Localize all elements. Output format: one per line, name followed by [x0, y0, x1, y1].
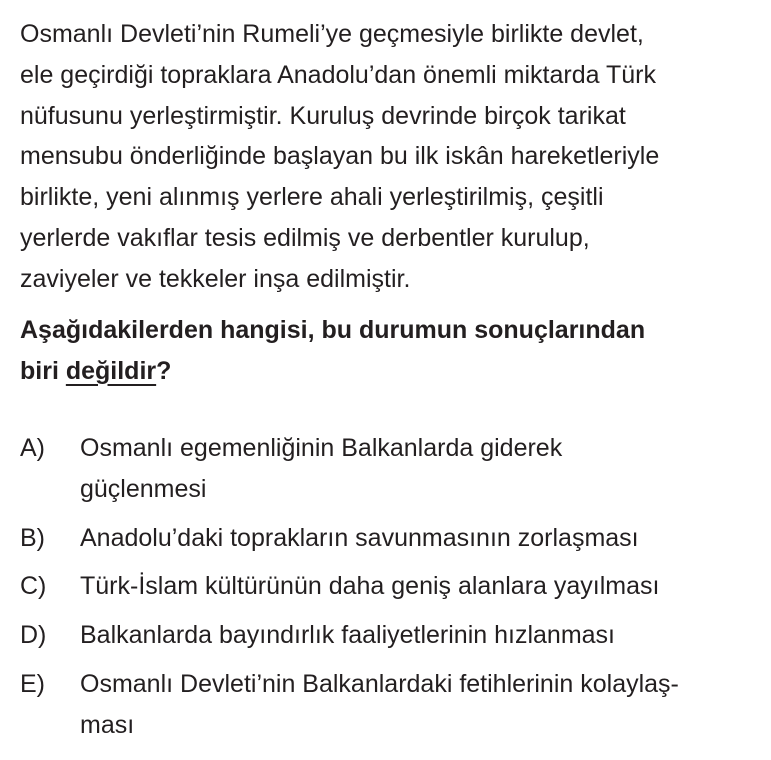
option-b[interactable]: [20, 518, 760, 559]
option-line: Balkanlarda bayındırlık faaliyetlerinin hızlanması: [80, 621, 615, 650]
question-mark: ?: [156, 356, 172, 385]
passage-text: [20, 14, 760, 300]
option-line: güçlenmesi: [80, 474, 207, 503]
option-text: [80, 518, 760, 559]
option-a[interactable]: [20, 428, 760, 510]
option-letter: E): [20, 669, 45, 698]
passage-line: birlikte, yeni alınmış yerlere ahali yerleştirilmiş, çeşitli: [20, 183, 604, 212]
option-text: [80, 664, 760, 746]
option-letter: B): [20, 523, 45, 552]
option-c[interactable]: [20, 566, 760, 607]
option-letter: C): [20, 572, 47, 601]
option-text: [80, 566, 760, 607]
negation-emphasis: değildir: [65, 356, 157, 385]
passage-line: nüfusunu yerleştirmiştir. Kuruluş devrinde birçok tarikat: [20, 101, 626, 130]
option-line: Türk-İslam kültürünün daha geniş alanlara yayılması: [80, 572, 660, 601]
option-e[interactable]: [20, 664, 760, 746]
option-text: [80, 615, 760, 656]
option-letter: A): [20, 434, 45, 462]
question-stem: [20, 310, 760, 392]
question-prefix: biri: [20, 356, 66, 385]
option-line: Osmanlı Devleti’nin Balkanlardaki fetihlerinin kolaylaş-: [80, 669, 679, 698]
passage-line: mensubu önderliğinde başlayan bu ilk iskân hareketleriyle: [20, 142, 660, 171]
question-line: [20, 351, 760, 392]
passage-line: zaviyeler ve tekkeler inşa edilmiştir.: [20, 264, 411, 293]
option-d[interactable]: [20, 615, 760, 656]
passage-line: ele geçirdiği topraklara Anadolu’dan önemli miktarda Türk: [20, 60, 656, 89]
option-text: [80, 428, 760, 510]
answer-options: [20, 428, 760, 754]
option-letter: D): [20, 621, 47, 650]
question-line: Aşağıdakilerden hangisi, bu durumun sonuçlarından: [20, 316, 646, 344]
option-line: Anadolu’daki toprakların savunmasının zorlaşması: [80, 523, 639, 552]
passage-line: Osmanlı Devleti’nin Rumeli’ye geçmesiyle birlikte devlet,: [20, 20, 644, 48]
option-line: ması: [80, 710, 135, 739]
option-line: Osmanlı egemenliğinin Balkanlarda giderek: [80, 434, 563, 462]
passage-line: yerlerde vakıflar tesis edilmiş ve derbentler kurulup,: [20, 223, 590, 252]
